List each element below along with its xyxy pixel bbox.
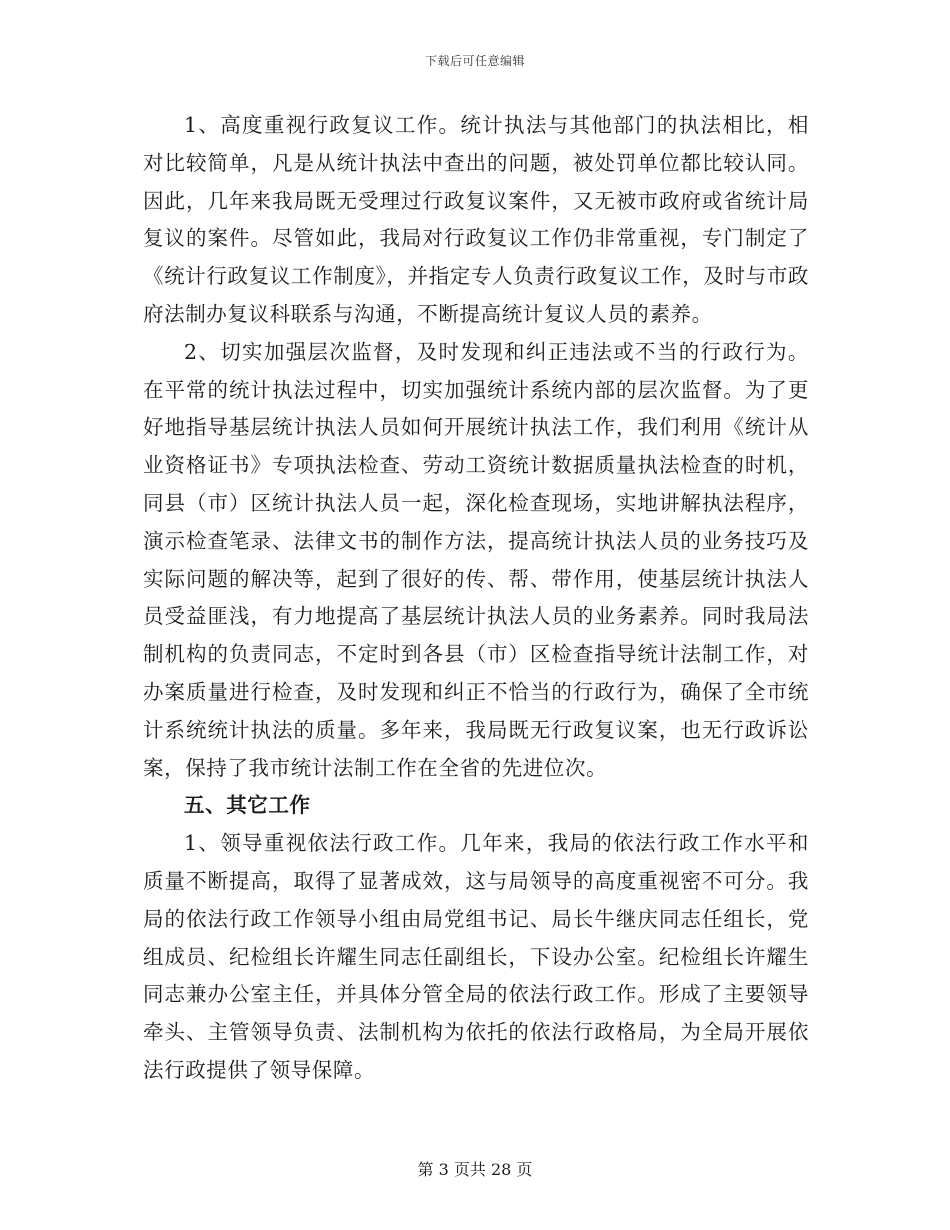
page-header: 下载后可任意编辑 (424, 54, 525, 68)
section-heading-other-work: 五、其它工作 (184, 793, 311, 818)
document-body (143, 107, 809, 1090)
page-number: 第 3 页共 28 页 (417, 1160, 533, 1179)
paragraph-leadership: 1、领导重视依法行政工作。几年来，我局的依法行政工作水平和质量不断提高，取得了显著成效，这与局领导的高度重视密不可分。我局的依法行政工作领导小组由局党组书记、局长牛继庆同志任组长，党组成员、纪检组长许耀生同志任副组长，下设办公室。纪检组长许耀生同志兼办公室主任，并具体分管全局的依法行政工作。形成了主要领导牵头、主管领导负责、法制机构为依托的依法行政格局，为全局开展依法行政提供了领导保障。 (143, 831, 809, 1082)
paragraph-level-supervision: 2、切实加强层次监督，及时发现和纠正违法或不当的行政行为。在平常的统计执法过程中，切实加强统计系统内部的层次监督。为了更好地指导基层统计执法人员如何开展统计执法工作，我们利用《统计从业资格证书》专项执法检查、劳动工资统计数据质量执法检查的时机，同县（市）区统计执法人员一起，深化检查现场，实地讲解执法程序，演示检查笔录、法律文书的制作方法，提高统计执法人员的业务技巧及实际问题的解决等，起到了很好的传、帮、带作用，使基层统计执法人员受益匪浅，有力地提高了基层统计执法人员的业务素养。同时我局法制机构的负责同志，不定时到各县（市）区检查指导统计法制工作，对办案质量进行检查，及时发现和纠正不恰当的行政行为，确保了全市统计系统统计执法的质量。多年来，我局既无行政复议案，也无行政诉讼案，保持了我市统计法制工作在全省的先进位次。 (143, 339, 809, 780)
paragraph-administrative-review: 1、高度重视行政复议工作。统计执法与其他部门的执法相比，相对比较简单，凡是从统计执法中查出的问题，被处罚单位都比较认同。因此，几年来我局既无受理过行政复议案件，又无被市政府或省统计局复议的案件。尽管如此，我局对行政复议工作仍非常重视，专门制定了《统计行政复议工作制度》，并指定专人负责行政复议工作，及时与市政府法制办复议科联系与沟通，不断提高统计复议人员的素养。 (143, 113, 809, 326)
